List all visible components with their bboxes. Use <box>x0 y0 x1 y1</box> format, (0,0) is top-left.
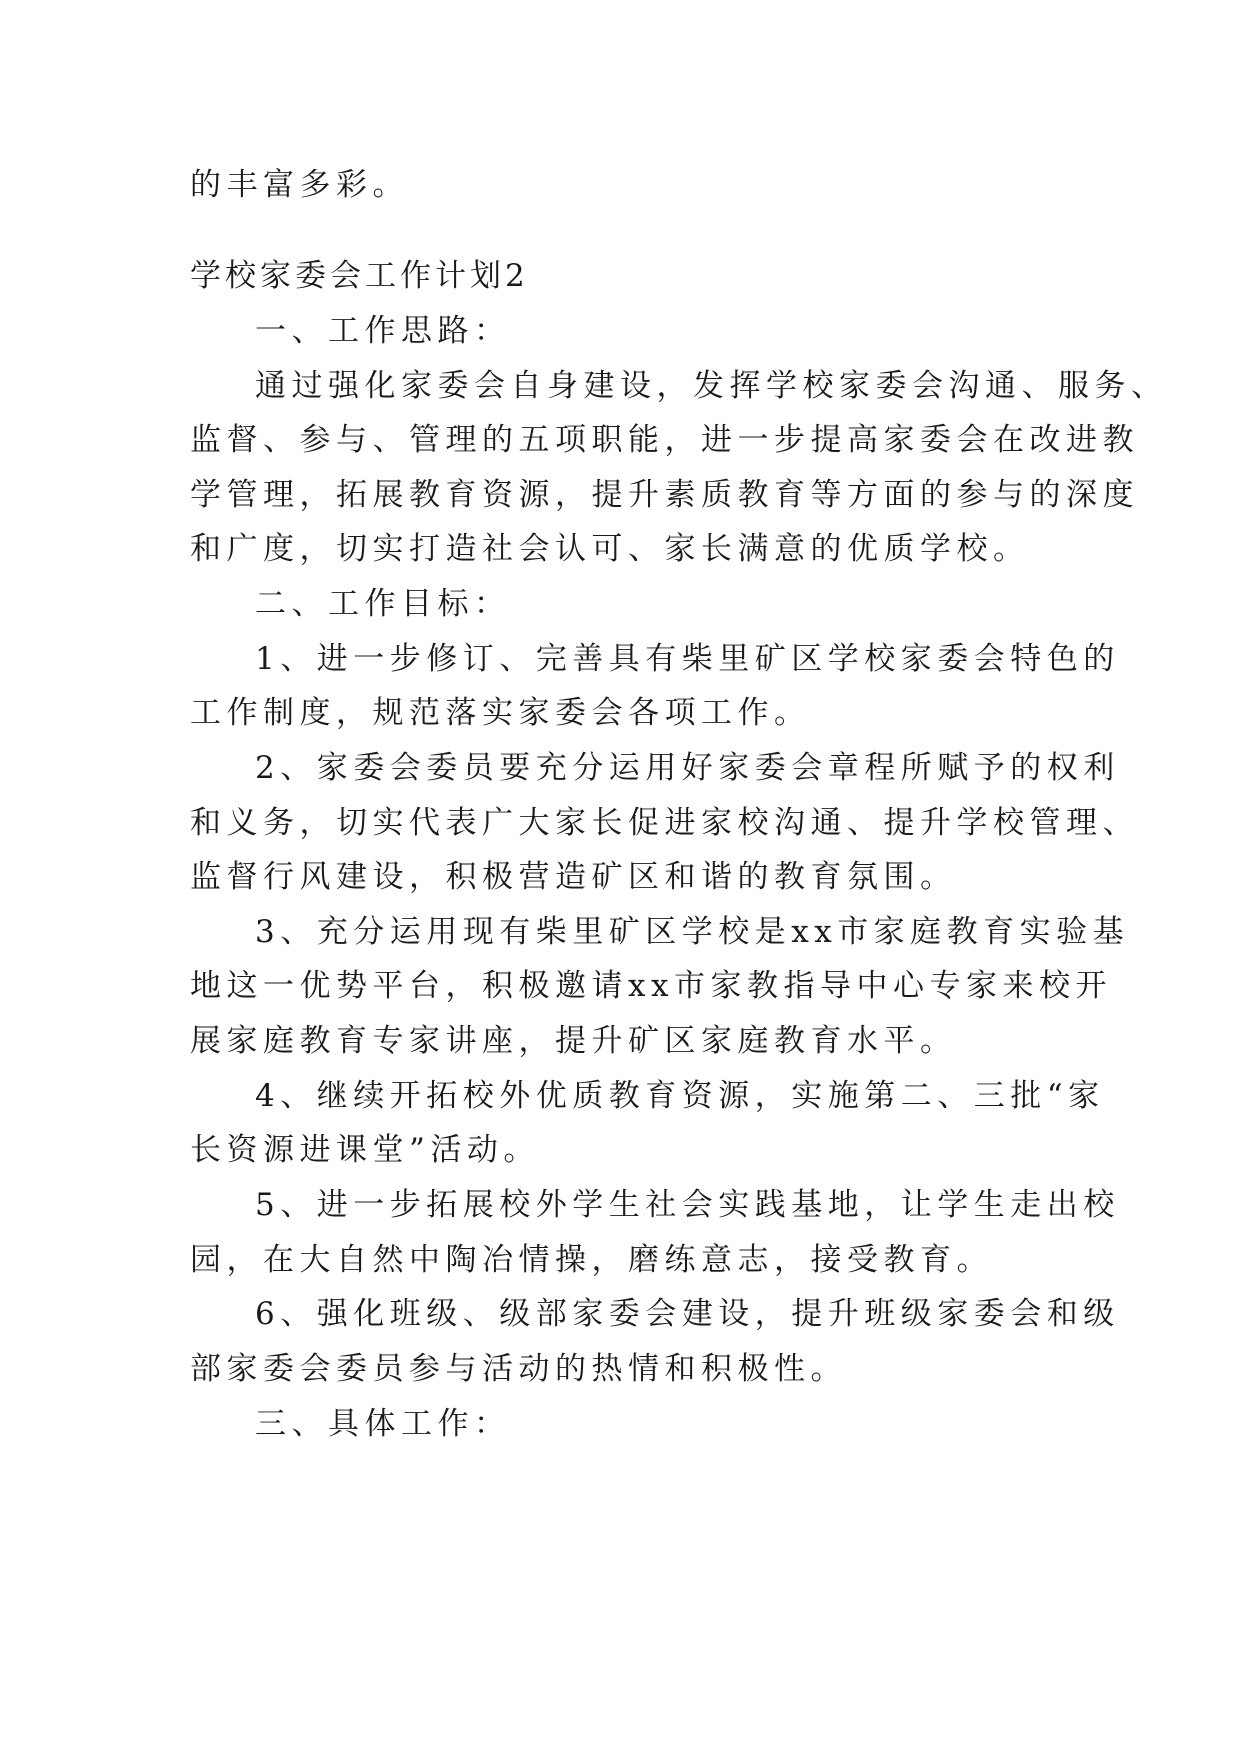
text-line: 工作制度，规范落实家委会各项工作。 <box>190 695 811 731</box>
text-line: 和义务，切实代表广大家长促进家校沟通、提升学校管理、 <box>190 805 1139 841</box>
section-title: 学校家委会工作计划2 <box>190 258 529 294</box>
text-line: 园，在大自然中陶冶情操，磨练意志，接受教育。 <box>190 1242 993 1278</box>
text-line: 地这一优势平台，积极邀请xx市家教指导中心专家来校开 <box>190 968 1112 1004</box>
text-line: 通过强化家委会自身建设，发挥学校家委会沟通、服务、 <box>255 368 1168 404</box>
text-line: 6、强化班级、级部家委会建设，提升班级家委会和级 <box>255 1296 1120 1332</box>
heading-line: 三、具体工作： <box>255 1406 511 1442</box>
heading-line: 二、工作目标： <box>255 586 511 622</box>
text-line: 监督、参与、管理的五项职能，进一步提高家委会在改进教 <box>190 422 1139 458</box>
text-line: 长资源进课堂”活动。 <box>190 1132 540 1168</box>
text-line: 2、家委会委员要充分运用好家委会章程所赋予的权利 <box>255 750 1120 786</box>
text-line: 4、继续开拓校外优质教育资源，实施第二、三批“家 <box>255 1078 1105 1114</box>
text-line: 的丰富多彩。 <box>190 167 409 203</box>
text-line: 监督行风建设，积极营造矿区和谐的教育氛围。 <box>190 859 957 895</box>
text-line: 1、进一步修订、完善具有柴里矿区学校家委会特色的 <box>255 641 1120 677</box>
text-line: 3、充分运用现有柴里矿区学校是xx市家庭教育实验基 <box>255 914 1130 950</box>
heading-line: 一、工作思路： <box>255 313 511 349</box>
text-line: 和广度，切实打造社会认可、家长满意的优质学校。 <box>190 531 1030 567</box>
text-line: 5、进一步拓展校外学生社会实践基地，让学生走出校 <box>255 1187 1120 1223</box>
text-line: 学管理，拓展教育资源，提升素质教育等方面的参与的深度 <box>190 477 1139 513</box>
text-line: 展家庭教育专家讲座，提升矿区家庭教育水平。 <box>190 1023 957 1059</box>
text-line: 部家委会委员参与活动的热情和积极性。 <box>190 1351 847 1387</box>
